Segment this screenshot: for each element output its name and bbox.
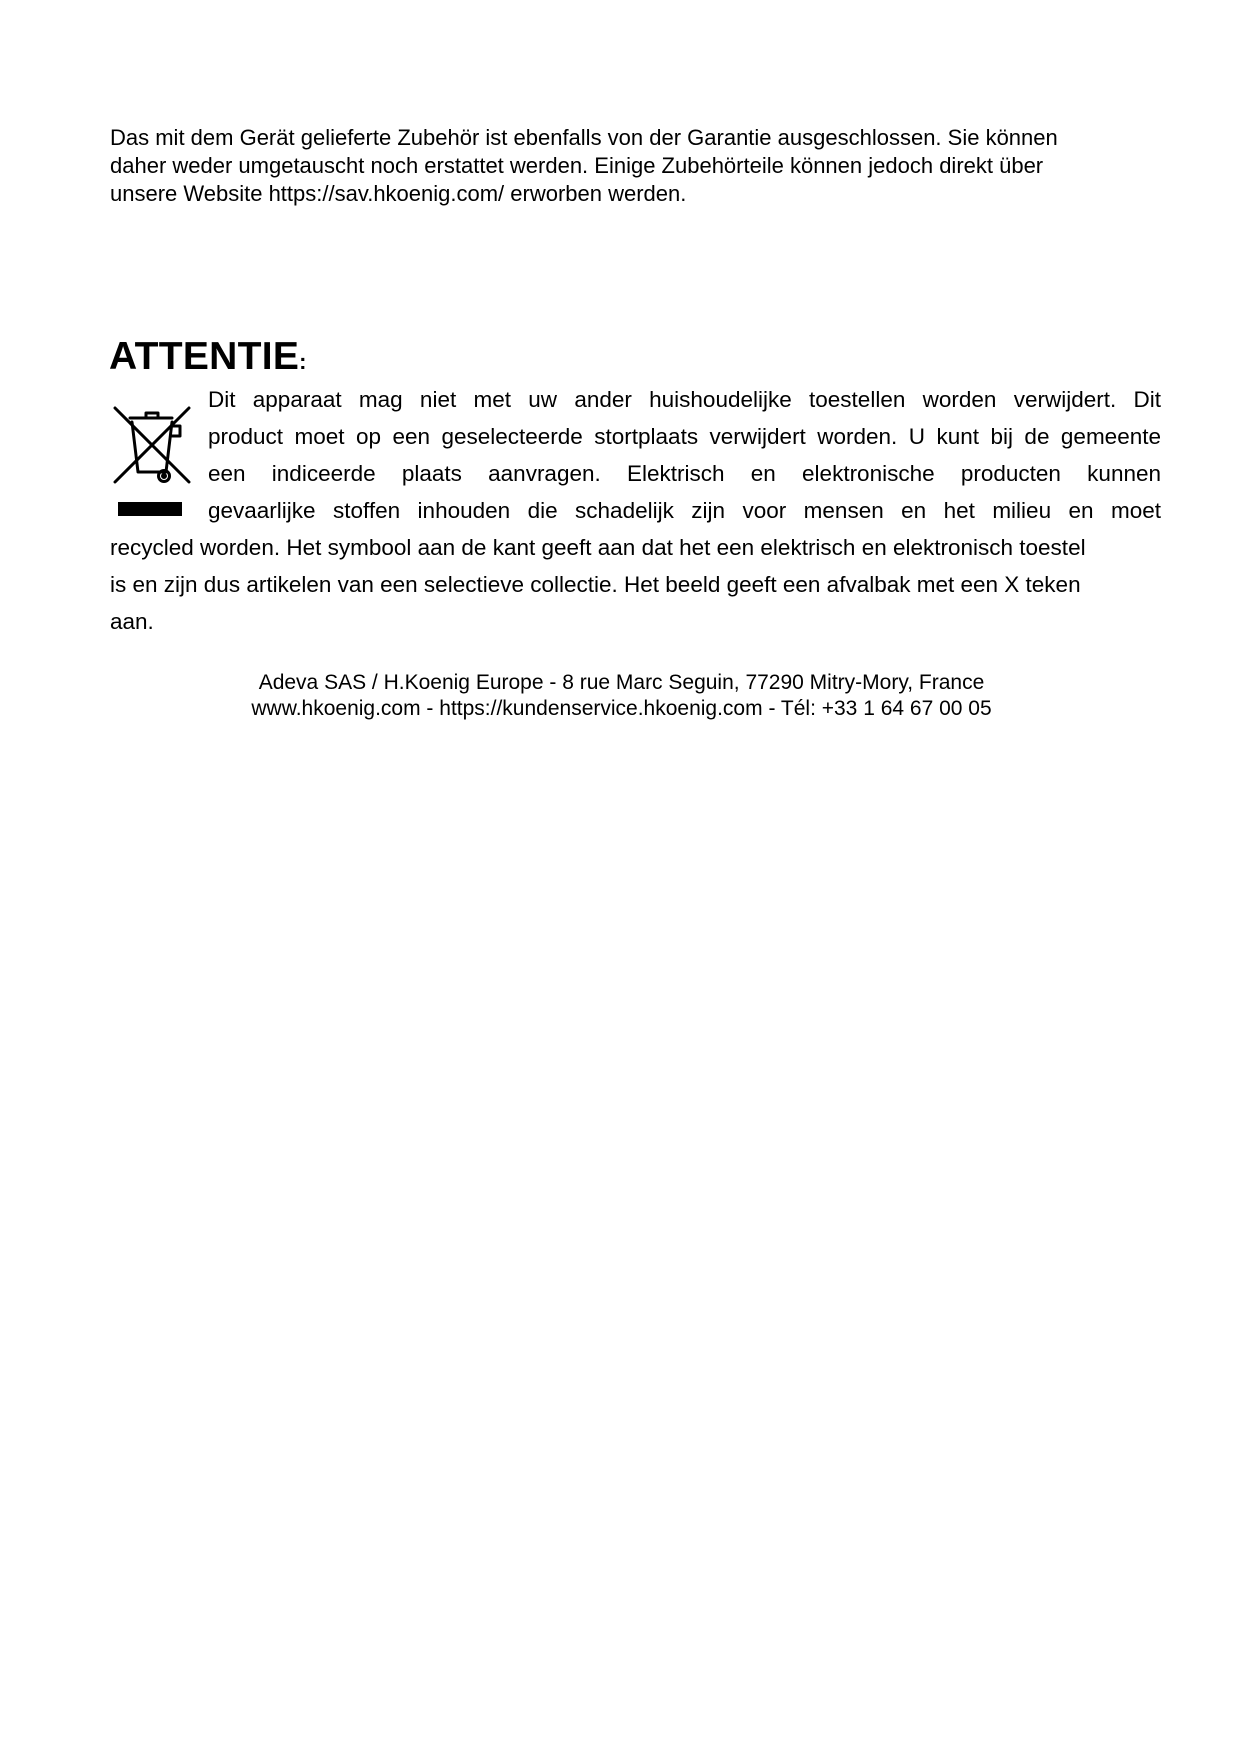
attentie-colon: : [299, 349, 307, 374]
paragraph-line: recycled worden. Het symbool aan de kant geeft aan dat het een elektrisch en elektronisch toestel [110, 535, 1086, 560]
footer-address: Adeva SAS / H.Koenig Europe - 8 rue Marc Seguin, 77290 Mitry-Mory, France [258, 671, 985, 694]
attentie-paragraph-wrapped [208, 381, 1161, 529]
footer-contact: www.hkoenig.com - https://kundenservice.hkoenig.com - Tél: +33 1 64 67 00 05 [251, 697, 992, 720]
paragraph-line: unsere Website https://sav.hkoenig.com/ erworben werden. [110, 181, 687, 206]
paragraph-line: product moet op een geselecteerde stortplaats verwijdert worden. U kunt bij de gemeente [208, 424, 1161, 449]
attentie-heading [109, 334, 307, 385]
paragraph-line: Das mit dem Gerät gelieferte Zubehör ist ebenfalls von der Garantie ausgeschlossen. Sie können [110, 125, 1058, 150]
attentie-title: ATTENTIE [109, 335, 300, 378]
paragraph-line: daher weder umgetauscht noch erstattet werden. Einige Zubehörteile können jedoch direkt über [110, 153, 1044, 178]
paragraph-line: gevaarlijke stoffen inhouden die schadelijk zijn voor mensen en het milieu en moet [208, 498, 1161, 523]
paragraph-line: is en zijn dus artikelen van een selectieve collectie. Het beeld geeft een afvalbak met een X teken [110, 572, 1081, 597]
paragraph-line: een indiceerde plaats aanvragen. Elektrisch en elektronische producten kunnen [208, 461, 1161, 486]
company-footer [0, 670, 1241, 722]
weee-crossed-out-wheelie-bin-icon [110, 404, 194, 522]
accessories-warranty-paragraph [110, 124, 1150, 208]
paragraph-line: Dit apparaat mag niet met uw ander huishoudelijke toestellen worden verwijdert. Dit [208, 387, 1161, 412]
paragraph-line: aan. [110, 609, 154, 634]
attentie-paragraph-continued [110, 529, 1150, 640]
